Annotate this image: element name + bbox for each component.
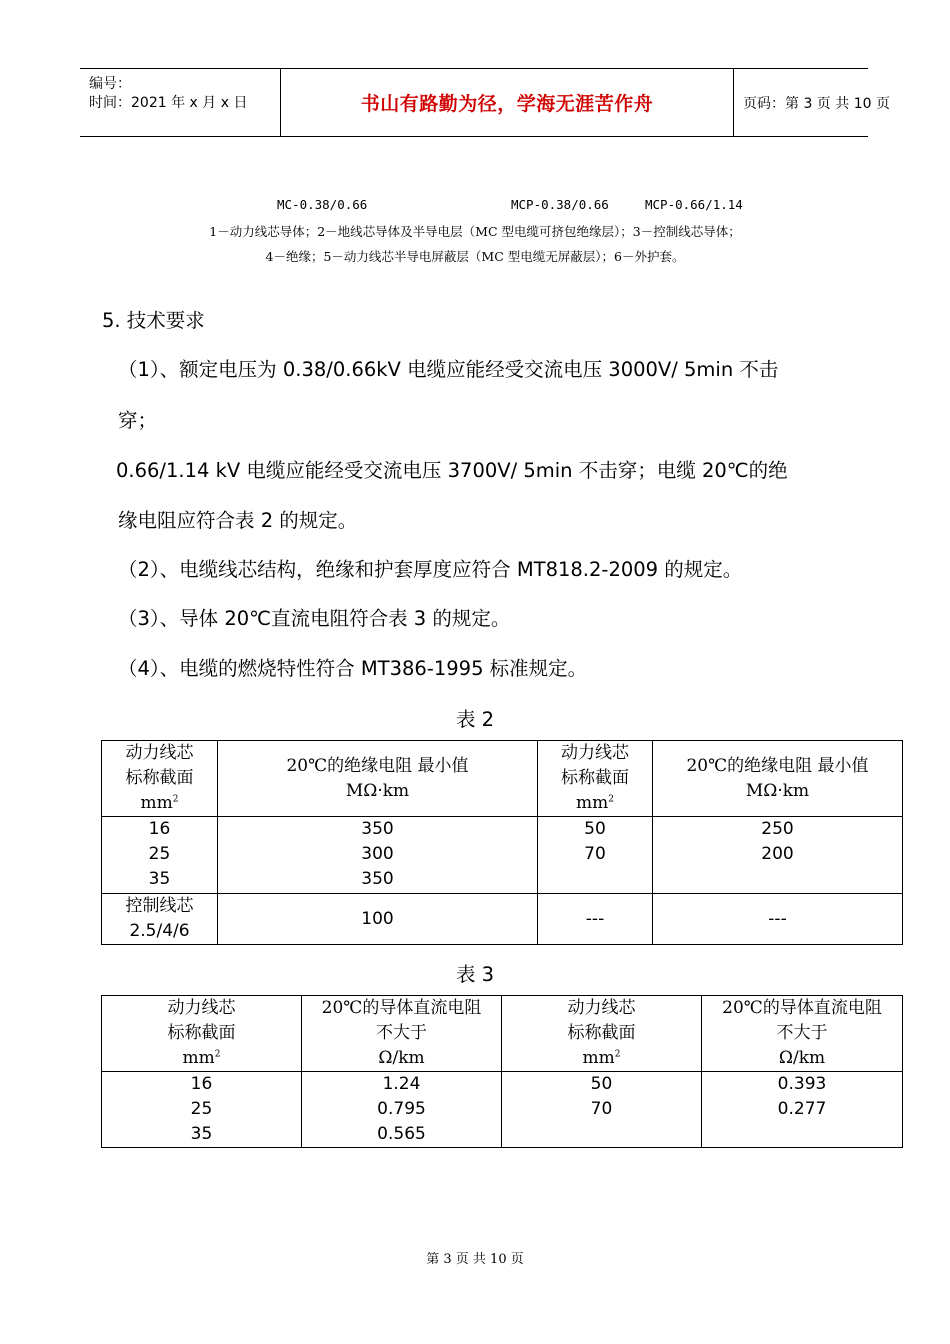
cell-value: 25	[190, 1099, 213, 1119]
header-text: MΩ·km	[745, 780, 810, 801]
header-text: 动力线芯	[167, 998, 236, 1018]
table-3-title: 表 3	[455, 963, 495, 986]
header-text: 20℃的导体直流电阻	[321, 998, 482, 1018]
header-text: 标称截面	[561, 768, 629, 788]
unit-mm2	[102, 1046, 301, 1071]
header-text: 不大于	[776, 1023, 828, 1043]
table-2-header-row	[102, 741, 903, 817]
header-page-label: 页码：第 3 页 共 10 页	[743, 95, 890, 112]
table-3-data-row	[102, 1072, 903, 1148]
table-2-resist-right	[653, 817, 903, 894]
unit-mm2	[538, 791, 652, 816]
figure-legend-line-2: 4－绝缘；5－动力线芯半导电屏蔽层（MC 型电缆无屏蔽层）；6－外护套。	[265, 249, 685, 264]
header-text: 20℃的绝缘电阻 最小值	[286, 755, 469, 776]
table-3-sizes-left	[102, 1072, 302, 1148]
cell-value: 0.393	[777, 1074, 827, 1094]
header-page-cell	[733, 69, 890, 136]
cell-value: 250	[761, 819, 794, 839]
table-2-header-size-right	[538, 741, 653, 817]
cell-value: 50	[584, 819, 606, 839]
cell-value: 70	[590, 1099, 613, 1119]
cell-value: 300	[361, 844, 394, 864]
header-text: 标称截面	[125, 768, 194, 788]
header-text: 动力线芯	[561, 743, 629, 763]
table-3-resist-left	[302, 1072, 502, 1148]
header-text: Ω/km	[778, 1048, 826, 1068]
table-3-header-size-right	[502, 996, 702, 1072]
cell-value: 16	[148, 819, 171, 839]
table-3-header-resistance	[302, 996, 502, 1072]
header-text: 不大于	[376, 1023, 427, 1043]
unit-text: mm	[140, 793, 173, 813]
requirement-1-line-4: 缘电阻应符合表 2 的规定。	[118, 509, 358, 532]
unit-text: mm	[576, 793, 609, 813]
cell-value: 0.565	[377, 1124, 426, 1144]
table-2-data-row	[102, 817, 903, 894]
cell-value: 25	[148, 844, 171, 864]
header-text: 20℃的绝缘电阻 最小值	[686, 755, 869, 776]
model-label-mcp-066: MCP-0.66/1.14	[645, 197, 743, 212]
unit-mm2	[502, 1046, 701, 1071]
table-2-header-resistance	[218, 741, 538, 817]
cell-value: 350	[361, 819, 394, 839]
table-2-control-d: ---	[653, 894, 903, 945]
cell-value: 50	[590, 1074, 613, 1094]
cell-value: 2.5/4/6	[129, 921, 190, 941]
header-motto: 书山有路勤为径，学海无涯苦作舟	[360, 93, 654, 115]
requirement-3: （3）、导体 20℃直流电阻符合表 3 的规定。	[118, 607, 511, 630]
table-2-control-value: 100	[218, 894, 538, 945]
table-2-control-label	[102, 894, 218, 945]
table-2-sizes-left	[102, 817, 218, 894]
cell-value: 350	[361, 869, 394, 889]
table-2-header-size	[102, 741, 218, 817]
unit-text: mm	[182, 1048, 215, 1068]
cell-value: 70	[584, 844, 606, 864]
cell-value: 1.24	[382, 1074, 421, 1094]
table-2-title: 表 2	[455, 708, 495, 731]
requirement-1-line-3: 0.66/1.14 kV 电缆应能经受交流电压 3700V/ 5min 不击穿；电缆 20℃的绝	[116, 459, 788, 482]
requirement-1-line-1: （1）、额定电压为 0.38/0.66kV 电缆应能经受交流电压 3000V/ 5min 不击	[118, 358, 779, 381]
table-2-header-resistance-right	[653, 741, 903, 817]
header-text: Ω/km	[378, 1048, 425, 1068]
superscript: 2	[614, 1049, 621, 1060]
table-3-sizes-right	[502, 1072, 702, 1148]
header-time-label: 时间：2021 年 x 月 x 日	[89, 95, 248, 111]
model-label-mc: MC-0.38/0.66	[277, 197, 368, 212]
cell-value: 200	[761, 844, 794, 864]
table-2-sizes-right	[538, 817, 653, 894]
header-text: MΩ·km	[345, 780, 410, 801]
table-3-header-size	[102, 996, 302, 1072]
cell-value: 0.795	[377, 1099, 426, 1119]
cell-value: 16	[190, 1074, 213, 1094]
requirement-4: （4）、电缆的燃烧特性符合 MT386-1995 标准规定。	[118, 657, 588, 680]
header-number-label: 编号：	[89, 76, 131, 92]
header-meta	[80, 69, 280, 136]
figure-legend-line-1: 1－动力线芯导体；2－地线芯导体及半导电层（MC 型电缆可挤包绝缘层）；3－控制线芯导体；	[209, 224, 741, 239]
cell-value: 0.277	[777, 1099, 827, 1119]
table-2-control-c: ---	[538, 894, 653, 945]
superscript: 2	[172, 794, 179, 805]
requirement-1-line-2: 穿；	[118, 409, 158, 432]
cell-value: 35	[148, 869, 171, 889]
cell-value: 35	[190, 1124, 213, 1144]
section-heading: 5. 技术要求	[102, 309, 205, 332]
header-text: 标称截面	[167, 1023, 236, 1043]
table-3	[101, 995, 903, 1148]
cell-value: 控制线芯	[125, 896, 194, 916]
table-2-control-row	[102, 894, 903, 945]
header-text: 动力线芯	[125, 743, 194, 763]
superscript: 2	[608, 794, 614, 805]
table-3-header-row	[102, 996, 903, 1072]
superscript: 2	[214, 1049, 221, 1060]
unit-text: mm	[582, 1048, 615, 1068]
page-header	[80, 68, 890, 137]
unit-mm2	[102, 791, 217, 816]
table-2-resist-left	[218, 817, 538, 894]
table-3-resist-right	[702, 1072, 903, 1148]
header-text: 动力线芯	[567, 998, 636, 1018]
header-text: 标称截面	[567, 1023, 636, 1043]
table-3-header-resistance-right	[702, 996, 903, 1072]
model-label-mcp-038: MCP-0.38/0.66	[511, 197, 609, 212]
requirement-2: （2）、电缆线芯结构，绝缘和护套厚度应符合 MT818.2-2009 的规定。	[118, 558, 743, 581]
table-2	[101, 740, 903, 945]
header-motto-cell	[280, 69, 734, 136]
header-text: 20℃的导体直流电阻	[722, 998, 882, 1018]
page-footer: 第 3 页 共 10 页	[426, 1252, 524, 1267]
